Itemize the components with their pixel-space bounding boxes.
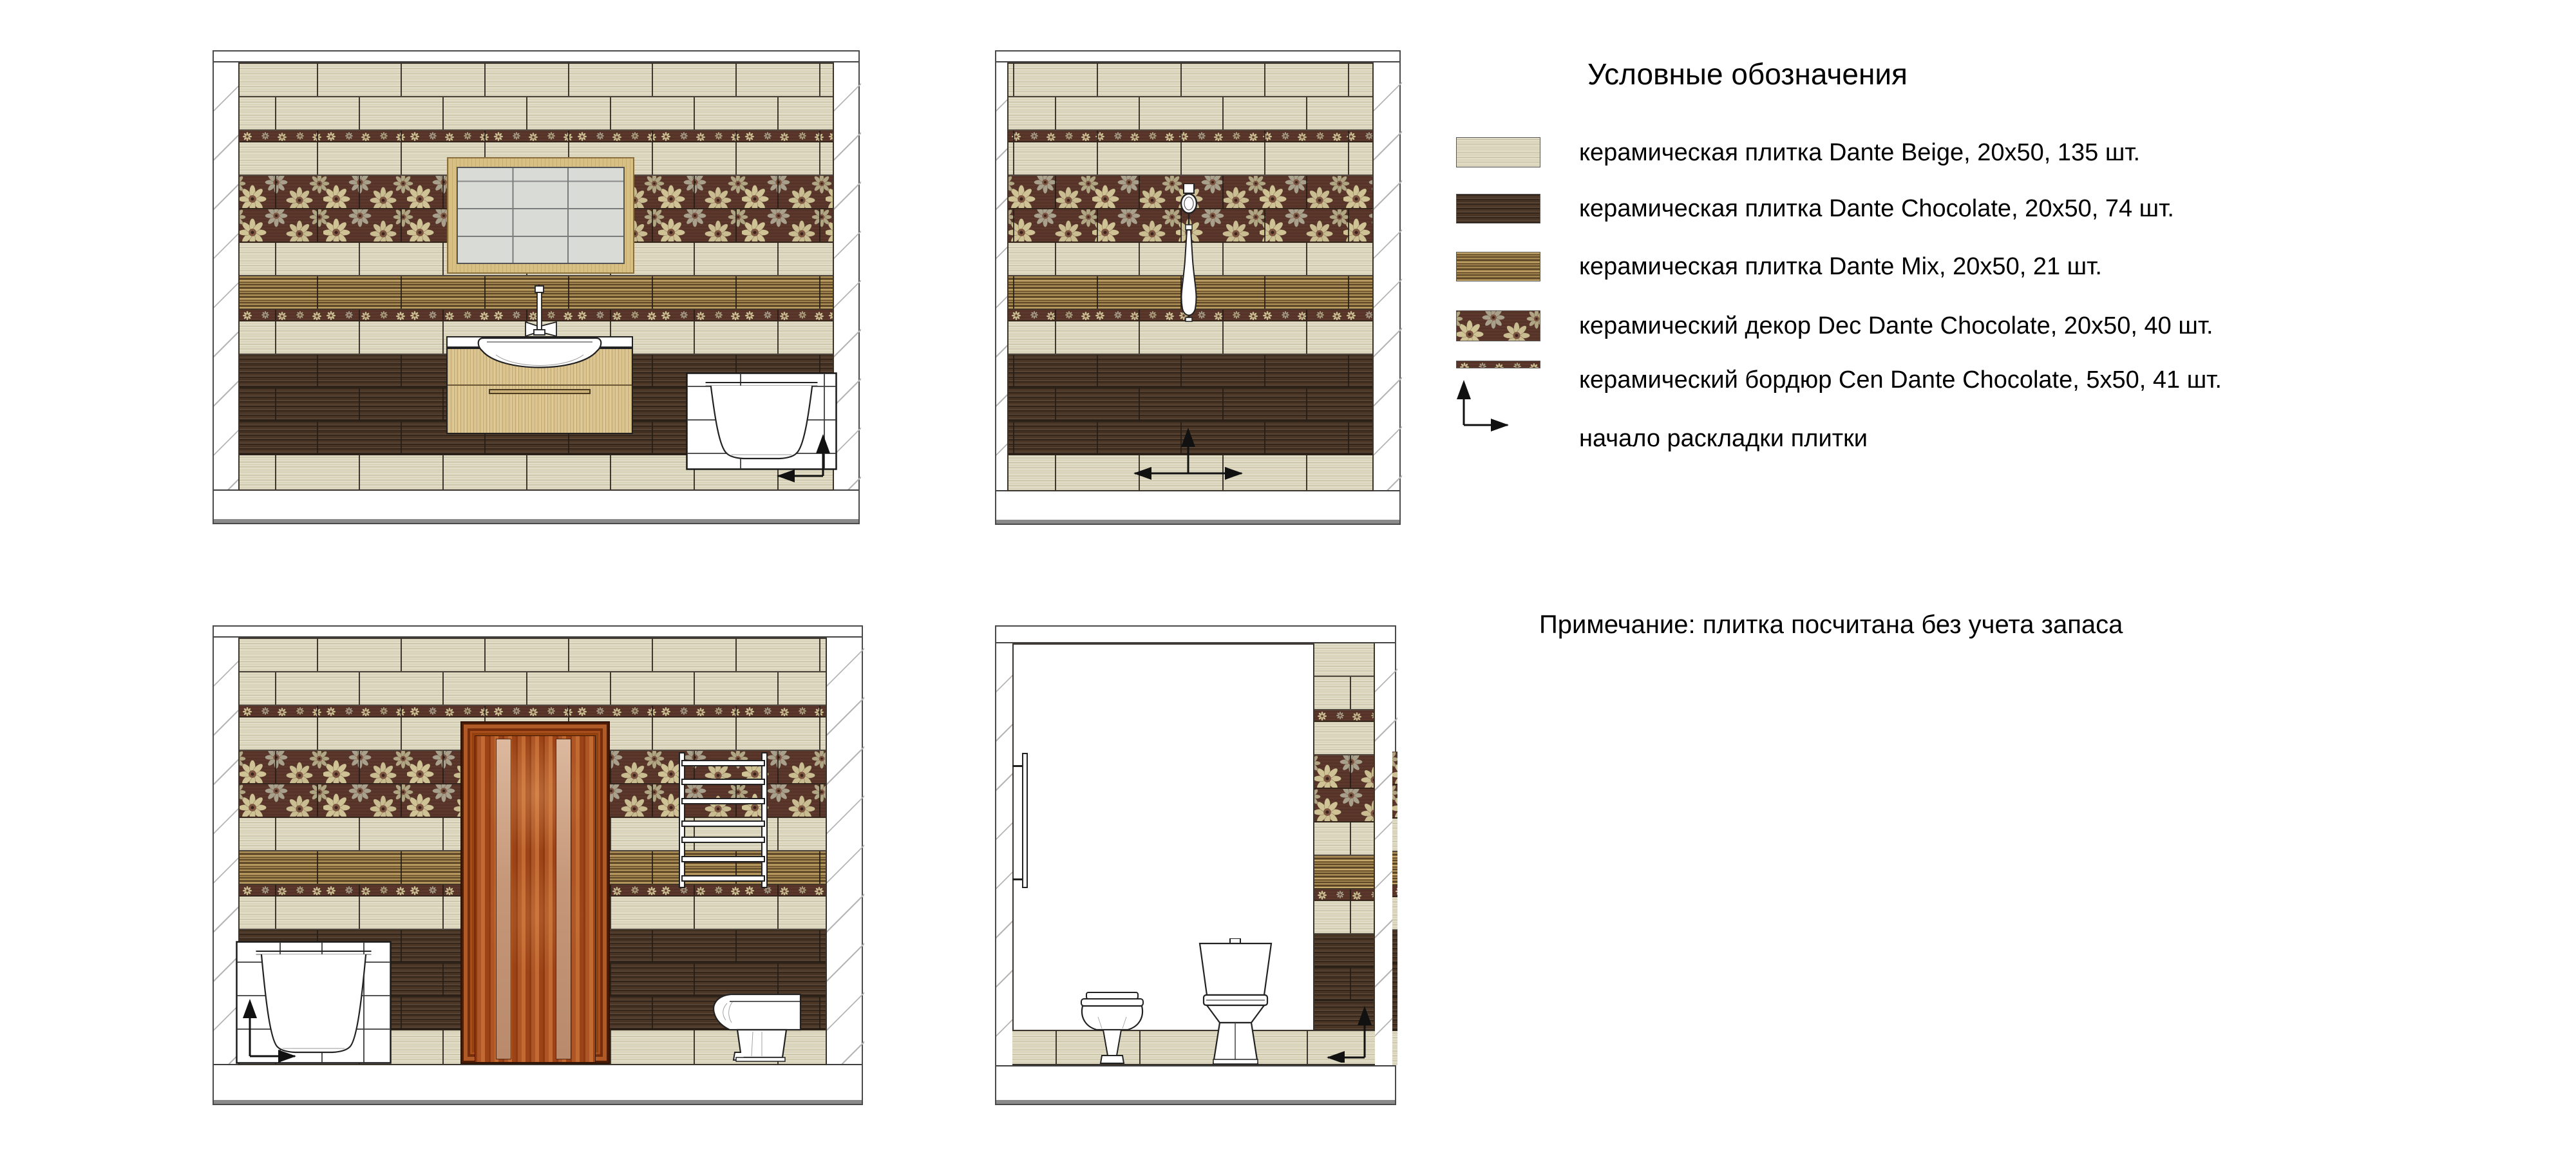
tile-joints <box>1392 964 1397 996</box>
floor-band <box>996 490 1399 524</box>
note-text: Примечание: плитка посчитана без учета запаса <box>1539 611 2123 639</box>
start-arrow-symbol <box>1456 380 1533 431</box>
decor-floral-pattern <box>1457 311 1540 341</box>
door-hinge-tick <box>1012 878 1022 880</box>
legend-item-label: керамический декор Dec Dante Chocolate, 20x50, 40 шт. <box>1579 312 2213 339</box>
legend-item-decor <box>1452 310 2412 368</box>
tile-joints <box>240 64 833 96</box>
floor-edge-line <box>214 1100 862 1104</box>
tile-row-cen <box>240 706 826 717</box>
tile-row-beige <box>1314 822 1374 856</box>
tile-row-beige <box>1314 643 1374 677</box>
tile-strip-sliver <box>1392 752 1397 1065</box>
legend-item-label: керамическая плитка Dante Chocolate, 20x50, 74 шт. <box>1579 195 2174 222</box>
tile-joints <box>240 131 833 141</box>
tile-joints <box>1314 755 1374 788</box>
floor-edge-line <box>214 519 858 523</box>
border-floral-pattern <box>1457 361 1540 368</box>
tile-joints <box>1392 1031 1397 1065</box>
wall-section-hatch-left <box>996 62 1007 490</box>
legend-item-start <box>1452 380 2412 452</box>
towel-rail-rung <box>681 779 765 785</box>
tile-joints <box>1392 998 1397 1030</box>
door-glass-strip <box>556 739 571 1059</box>
tile-joints <box>1314 889 1374 900</box>
towel-rail-rung <box>681 856 765 862</box>
tile-joints <box>1314 968 1374 1000</box>
tile-row-beige <box>1392 819 1397 852</box>
legend-item-label: керамическая плитка Dante Mix, 20x50, 21 шт. <box>1579 253 2102 280</box>
door-glass-strip <box>496 739 511 1059</box>
tile-joints <box>1009 64 1372 96</box>
tile-row-choc <box>1392 931 1397 964</box>
tile-row-dec <box>1392 752 1397 785</box>
tile-joints <box>1314 789 1374 821</box>
start-arrow <box>1315 1003 1379 1063</box>
elevation-wall-2-shower <box>995 50 1401 525</box>
tile-joints <box>1314 677 1374 709</box>
tile-row-choc <box>1392 964 1397 998</box>
tile-joints <box>1314 934 1374 967</box>
toilet <box>1195 938 1276 1065</box>
tile-joints <box>1392 886 1397 896</box>
tile-row-beige <box>1009 142 1372 176</box>
tile-row-beige <box>1392 897 1397 931</box>
tile-row-cen <box>1392 886 1397 897</box>
mix-tile-swatch <box>1456 252 1540 281</box>
mirror-glass <box>457 167 625 264</box>
tile-joints <box>1392 897 1397 929</box>
tile-joints <box>1009 97 1372 129</box>
tile-row-mix <box>1392 852 1397 886</box>
tile-row-choc <box>1314 968 1374 1001</box>
door-leaf <box>475 735 596 1063</box>
tile-joints <box>1009 355 1372 387</box>
tile-joints <box>1392 752 1397 784</box>
tile-row-beige <box>240 64 833 97</box>
wall-section-hatch-right <box>1374 62 1402 490</box>
towel-rail-rung <box>681 820 765 827</box>
tile-joints <box>1314 643 1374 676</box>
tile-joints <box>240 706 826 716</box>
tile-row-dec <box>1314 755 1374 789</box>
towel-rail-rung <box>681 837 765 843</box>
tile-joints <box>1314 822 1374 855</box>
tile-row-choc <box>1009 355 1372 388</box>
wall-section-hatch-left <box>996 643 1012 1065</box>
tile-joints <box>1392 785 1397 817</box>
legend <box>1452 52 2418 470</box>
tile-joints <box>1314 722 1374 754</box>
tile-row-choc <box>1009 388 1372 422</box>
tile-row-beige <box>1314 677 1374 710</box>
ceiling-band <box>214 52 858 62</box>
beige-tile-swatch <box>1456 137 1540 167</box>
tile-joints <box>1314 901 1374 933</box>
tile-row-choc <box>1392 998 1397 1031</box>
tile-joints <box>1314 710 1374 721</box>
tile-row-choc <box>1314 934 1374 968</box>
mirror <box>447 157 634 274</box>
floor-band <box>214 1064 862 1104</box>
tile-row-dec <box>1314 789 1374 822</box>
floor-edge-line <box>996 520 1399 524</box>
tile-row-beige <box>1009 64 1372 97</box>
tile-row-cen <box>240 131 833 142</box>
tile-row-beige <box>240 672 826 706</box>
start-arrow <box>1128 422 1251 481</box>
vanity-drawer-handle <box>489 389 591 394</box>
tile-row-beige <box>1314 722 1374 755</box>
door-hinge-tick <box>1012 765 1022 767</box>
door-leaf-edge <box>1022 753 1028 888</box>
ceiling-band <box>214 627 862 638</box>
start-arrow <box>768 425 838 484</box>
towel-rail-rung <box>681 798 765 804</box>
tile-row-beige <box>240 97 833 131</box>
elevation-wall-1-vanity <box>213 50 860 524</box>
chocolate-tile-swatch <box>1456 194 1540 223</box>
legend-item-mix <box>1452 252 2412 310</box>
tile-joints <box>1392 819 1397 851</box>
tile-joints <box>240 639 826 671</box>
legend-item-label: начало раскладки плитки <box>1579 425 1868 452</box>
decor-tile-swatch <box>1456 310 1540 341</box>
tile-row-cen <box>1314 889 1374 901</box>
hand-shower <box>1178 184 1200 327</box>
legend-item-label: керамическая плитка Dante Beige, 20x50, 135 шт. <box>1579 139 2141 166</box>
tile-row-cen <box>1009 131 1372 142</box>
faucet <box>524 285 558 337</box>
tile-row-beige <box>1009 97 1372 131</box>
tile-row-cen <box>1314 710 1374 722</box>
start-arrow <box>233 987 310 1066</box>
tile-row-mix <box>1314 856 1374 889</box>
floor-band <box>996 1065 1395 1104</box>
door <box>460 721 610 1064</box>
floor-band <box>214 489 858 523</box>
tile-joints <box>240 672 826 705</box>
towel-rail-rung <box>681 875 765 882</box>
tile-joints <box>1009 131 1372 141</box>
towel-rail <box>679 752 768 888</box>
ceiling-band <box>996 52 1399 62</box>
tile-joints <box>1009 142 1372 175</box>
tile-joints <box>1392 931 1397 963</box>
elevation-wall-3-door <box>213 625 863 1105</box>
bidet <box>1079 991 1146 1065</box>
legend-title: Условные обозначения <box>1587 57 1908 91</box>
legend-item-label: керамический бордюр Cen Dante Chocolate, 5x50, 41 шт. <box>1579 366 2222 393</box>
elevation-wall-4-wc <box>995 625 1396 1105</box>
floor-edge-line <box>996 1100 1395 1104</box>
tile-joints <box>1314 856 1374 888</box>
tile-strip <box>1313 643 1375 1030</box>
wall-section-hatch-right <box>827 638 864 1064</box>
sink-basin <box>477 333 603 375</box>
tile-row-dec <box>1392 785 1397 819</box>
tile-joints <box>1009 388 1372 421</box>
tile-joints <box>1392 852 1397 884</box>
toilet <box>708 993 802 1064</box>
tile-row-beige <box>1314 901 1374 934</box>
legend-item-beige <box>1452 137 2412 195</box>
towel-rail-rung <box>681 760 765 766</box>
tile-row-beige-skirting <box>1392 1031 1397 1065</box>
legend-item-chocolate <box>1452 194 2412 252</box>
vanity-drawer-divider <box>448 384 632 386</box>
wall-section-hatch-left <box>214 62 238 489</box>
tile-row-beige <box>240 639 826 672</box>
border-tile-swatch <box>1456 361 1540 368</box>
ceiling-band <box>996 627 1395 643</box>
tile-joints <box>240 97 833 129</box>
